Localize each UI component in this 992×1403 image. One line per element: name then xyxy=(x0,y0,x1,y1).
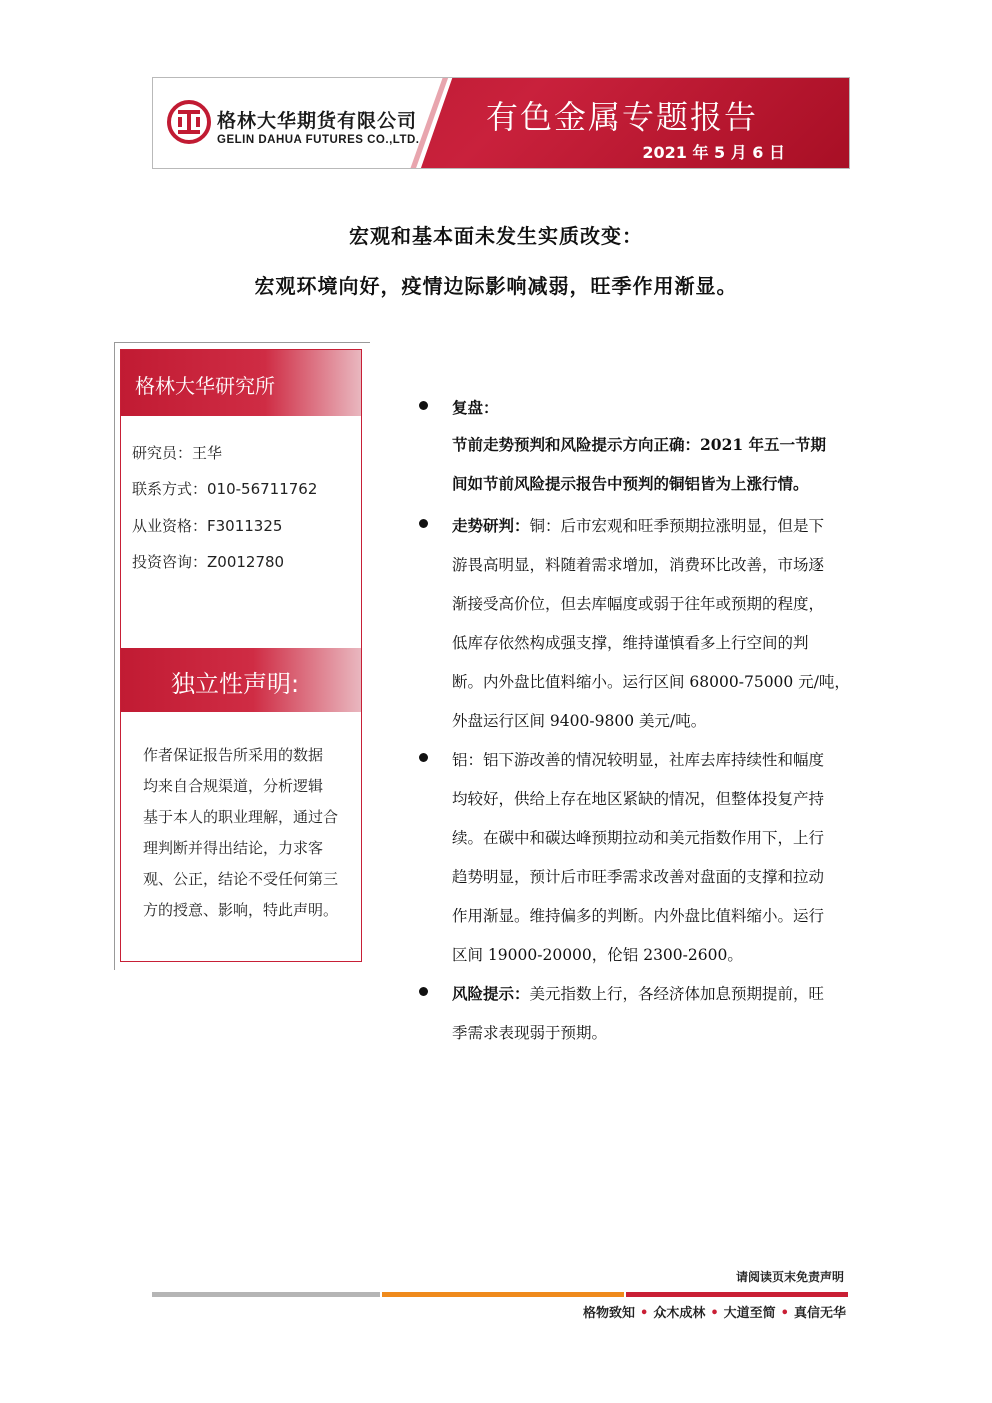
declaration-line: 均来自合规渠道，分析逻辑 xyxy=(143,777,324,795)
declaration-line: 理判断并得出结论，力求客 xyxy=(143,839,324,857)
risk-line: 季需求表现弱于预期。 xyxy=(452,1024,608,1042)
trend-line: 断。内外盘比值料缩小。运行区间 68000-75000 元/吨， xyxy=(452,673,850,691)
declaration-line: 方的授意、影响，特此声明。 xyxy=(143,901,339,919)
trend-first-line xyxy=(452,514,824,536)
institute-name: 格林大华研究所 xyxy=(135,374,275,398)
al-line: 铝：铝下游改善的情况较明显，社库去库持续性和幅度 xyxy=(452,751,825,769)
footer-bar-grey xyxy=(152,1292,380,1297)
report-date: 2021 年 5 月 6 日 xyxy=(642,143,785,162)
review-label: 复盘： xyxy=(452,398,499,417)
motto-item: 大道至简 xyxy=(723,1306,776,1321)
gelin-logo-icon xyxy=(167,100,211,144)
bullet-icon xyxy=(419,519,428,528)
sidebar-panel xyxy=(120,349,362,962)
researcher: 研究员：王华 xyxy=(132,444,223,462)
headline-line-1: 宏观和基本面未发生实质改变： xyxy=(349,224,643,248)
al-line: 作用渐显。维持偏多的判断。内外盘比值料缩小。运行 xyxy=(452,907,825,925)
trend-line: 渐接受高价位，但去库幅度或弱于往年或预期的程度， xyxy=(452,595,825,613)
bullet-icon xyxy=(419,987,428,996)
al-line: 区间 19000-20000，伦铝 2300-2600。 xyxy=(452,946,743,964)
qualification: 从业资格：F3011325 xyxy=(132,517,283,535)
motto-item: 真信无华 xyxy=(793,1306,846,1321)
footer-bar-red xyxy=(626,1292,848,1297)
report-title: 有色金属专题报告 xyxy=(486,98,759,136)
bullet-icon xyxy=(419,401,428,410)
declaration-line: 作者保证报告所采用的数据 xyxy=(143,746,324,764)
risk-label: 风险提示： xyxy=(452,984,530,1003)
trend-line: 外盘运行区间 9400-9800 美元/吨。 xyxy=(452,712,707,730)
al-line: 续。在碳中和碳达峰预期拉动和美元指数作用下，上行 xyxy=(452,829,825,847)
disclaimer-note: 请阅读页末免责声明 xyxy=(735,1270,844,1284)
company-name-en: GELIN DAHUA FUTURES CO.,LTD. xyxy=(217,134,420,146)
risk-first-line xyxy=(452,982,824,1004)
motto-item: 格物致知 xyxy=(583,1306,636,1321)
institute-header xyxy=(121,350,361,416)
declaration-line: 基于本人的职业理解，通过合 xyxy=(143,808,339,826)
declaration-line: 观、公正，结论不受任何第三 xyxy=(143,870,339,888)
company-name-cn: 格林大华期货有限公司 xyxy=(217,110,418,132)
review-line: 间如节前风险提示报告中预判的铜铝皆为上涨行情。 xyxy=(452,474,809,493)
footer-motto xyxy=(583,1302,846,1321)
risk-first-text: 美元指数上行，各经济体加息预期提前，旺 xyxy=(529,985,825,1003)
headline-line-2: 宏观环境向好，疫情边际影响减弱，旺季作用渐显。 xyxy=(254,274,738,298)
declaration-title: 独立性声明: xyxy=(171,670,300,698)
dot-icon: • xyxy=(640,1306,649,1321)
header-banner xyxy=(152,77,850,169)
contact: 联系方式：010-56711762 xyxy=(132,480,318,498)
footer-bar-orange xyxy=(382,1292,624,1297)
trend-line: 游畏高明显，料随着需求增加，消费环比改善，市场逐 xyxy=(452,556,825,574)
review-line: 节前走势预判和风险提示方向正确：2021 年五一节期 xyxy=(452,435,827,454)
al-line: 趋势明显，预计后市旺季需求改善对盘面的支撑和拉动 xyxy=(452,868,825,886)
declaration-header xyxy=(121,648,361,712)
consulting-license: 投资咨询：Z0012780 xyxy=(132,553,285,571)
motto-item: 众木成林 xyxy=(653,1306,706,1321)
trend-label: 走势研判： xyxy=(452,516,530,535)
al-line: 均较好，供给上存在地区紧缺的情况，但整体投复产持 xyxy=(452,790,825,808)
trend-first-text: 铜：后市宏观和旺季预期拉涨明显，但是下 xyxy=(529,517,825,535)
dot-icon: • xyxy=(780,1306,789,1321)
trend-line: 低库存依然构成强支撑，维持谨慎看多上行空间的判 xyxy=(452,634,809,652)
bullet-icon xyxy=(419,753,428,762)
dot-icon: • xyxy=(710,1306,719,1321)
